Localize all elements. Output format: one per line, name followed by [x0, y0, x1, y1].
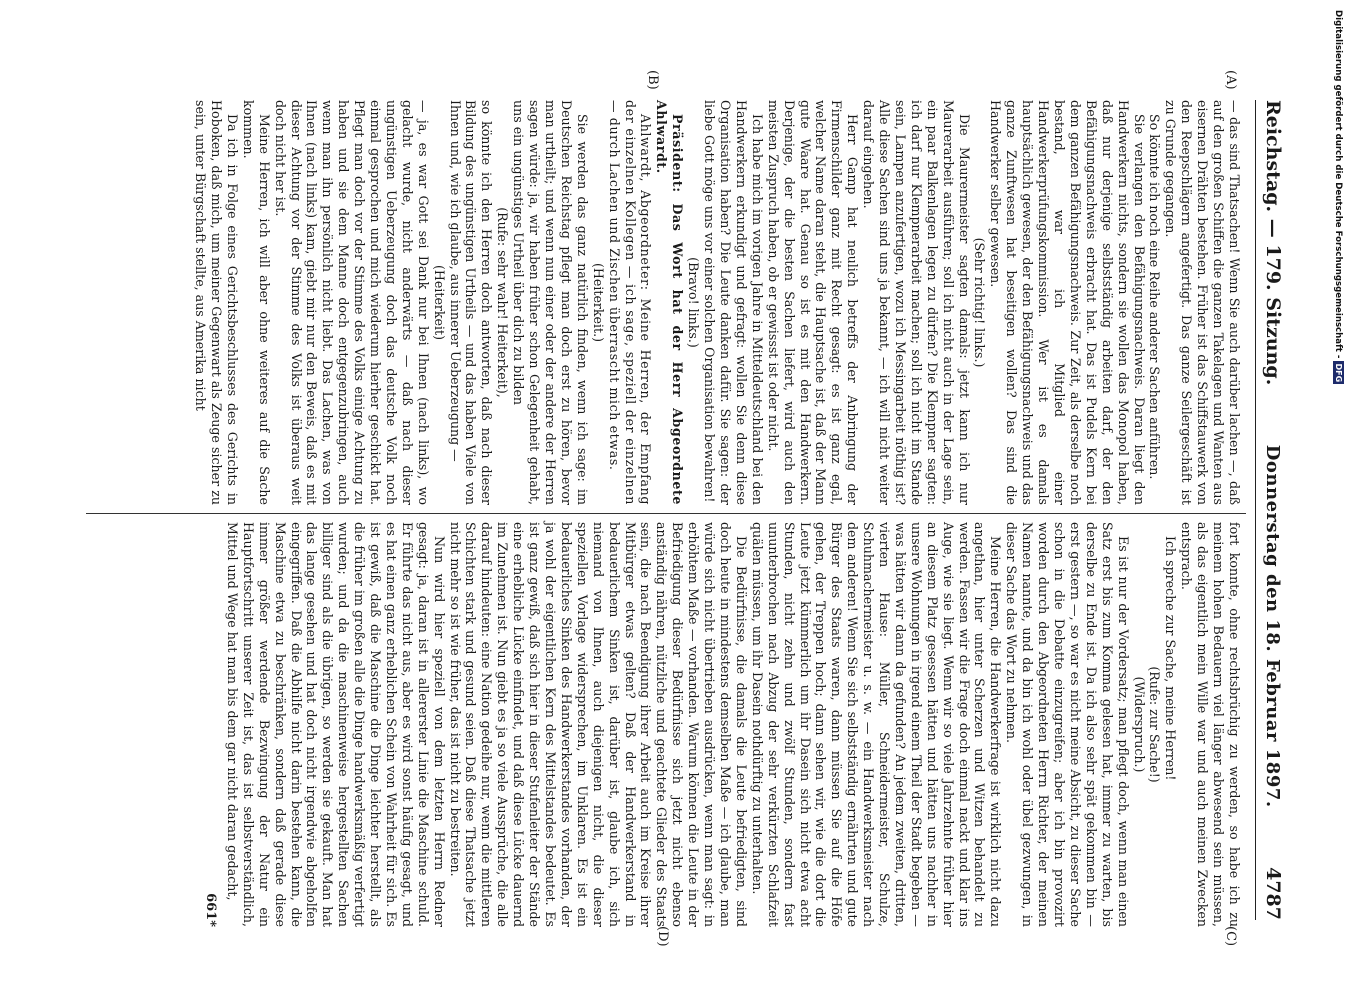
interjection: (Rufe: zur Sache!) — [1147, 666, 1163, 783]
margin-mark-d: (D) — [655, 926, 670, 947]
paragraph: so könnte ich den Herren doch antworten, daß nach dieser Bildung des ungünstigen Urtheils — und das haben Viele von Ihnen und, wie ich glaube, aus innerer Ueberzeugung — — [447, 100, 495, 505]
paragraph: Sie werden das ganz natürlich finden, wenn ich sage: im Deutschen Reichstag pflegt man doch erst zu hören, bevor man urtheilt; und wenn nun einer oder der andere der Herren sagen würde: ja, wir haben früher schon Gelegenheit gehabt, uns ein ungünstiges Urtheil über dich zu bilden — [511, 100, 590, 505]
interjection: (Rufe: sehr wahr! Heiterkeit), — [495, 207, 511, 398]
paragraph: So könnte ich noch eine Reihe anderer Sachen anführen. — [1147, 114, 1163, 480]
interjection: (Bravo! links.) — [686, 257, 702, 348]
speaker-paragraph: Ahlwardt, Abgeordneter: Meine Herren, der Empfang der einzelnen Kollegen — ich sage, speziell der einzelnen — durch Lachen und Zischen überrascht mich etwas. — [606, 100, 654, 505]
credit-text: Digitalisierung gefördert durch die Deutsche Forschungsgemeinschaft - — [1333, 10, 1344, 359]
speaker-paragraph: Präsident: Das Wort hat der Herr Abgeordnete Ahlwardt. — [654, 100, 686, 505]
interjection: (Heiterkeit.) — [590, 263, 606, 342]
paragraph: fort konnte, ohne rechtsbrüchig zu werden, so habe ich zu meinem hohen Bedauern viel länger abwesend sein müssen, als das eigentlich mein Wille war und auch meinen Zwecken entsprach. — [1179, 522, 1242, 927]
paragraph: Nun wird hier speziell von dem letzten Herrn Redner gesagt: ja, daran ist in allererster Linie die Maschine schuld. Er führte das nicht aus, aber es wird sonst häufig gesagt, und es hat einen ganz erheblichen Schein von Wahrheit für sich. Es ist gewiß, daß die Maschine die Dinge leichter herstellt, als die früher im großen alle die Dinge handwerksmäßig verfertigt wurden; und da die maschinenweise hergestellten Sachen billiger sind als die übrigen, so werden sie gekauft. Man hat das lange gesehen und hat doch nicht irgendwie abgeholfen eingegriffen. Daß die Abhilfe nicht darin bestehen kann, die Maschine etwa zu beschränken, sondern daß gerade diese immer größer werdende Bezwingung der Natur ein Hauptfortschritt unserer Zeit ist, das ist selbstverständlich, Mittel und Wege hat man bis dem gar nicht daran gedacht, — [224, 522, 447, 927]
paragraph: Die Bedürfnisse, die damals die Leute befriedigten, sind doch heute in mindestens demselben Maße — ich glaube, man würde sich nicht übertrieben ausdrücken, wenn man sagt: in erhöhtem Maße — vorhanden. Warum können die Leute in der Befriedigung dieser Bedürfnisse sich jetzt nicht ebenso anständig nähren, nützliche und geachtete Glieder des Staats sein, die nach Beendigung ihrer Arbeit auch im Kreise ihrer Mitbürger etwas gelten? Daß der Handwerkerstand in bedauerlichem Sinken ist, darüber ist, glaube ich, sich niemand von Ihnen, auch diejenigen nicht, die dieser speziellen Vorlage widersprechen, im Unklaren. Es ist ein bedauerliches Sinken des Handwerkerstandes vorhanden, der ja wohl der eigentlichen Kern des Mittelstandes bedeutet. Es ist ganz gewiß, daß sich hier in dieser Stufenleiter der Stände eine erhebliche Lücke einfindet, und daß diese Lücke dauernd im Zunehmen ist. Nun giebt es ja so viele Aussprüche, die alle darauf hindeuten: eine Nation gedeihe nur, wenn die mittleren Schichten stark und gesund seien. Daß diese Thatsache jetzt nicht mehr so ist wie früher, das ist nicht zu bestreiten. — [447, 522, 749, 927]
paragraph: Meine Herren, die Handwerkerfrage ist wirklich nicht dazu angethan, hier unter Scherzen und Witzen behandelt zu werden. Fassen wir die Frage doch einmal nackt und klar ins Auge, wie sie liegt. Wenn wir so viele Jahrzehnte früher hier an diesem Platz gesessen hätten und hätten uns nachher in unsere Wohnungen in irgend einem Theil der Stadt begeben — was hätten wir dann da gefunden? An jedem zweiten, dritten, vierten Hause: Müller, Schneidermeister, Schulze, Schuhmachermeister u. s. w. — ein Handwerksmeister nach dem anderen! Wenn Sie sich selbstständig ernährten und gute Bürger des Staats waren, dann müssen Sie auf die Höfe gehen, der Treppen hoch; dann sehen wir, wie die dort die Leute jetzt kümmerlich um ihr Dasein sich nicht etwa acht Stunden, nicht zehn und zwölf Stunden, sondern fast ununterbrochen nach Abzug der sehr verkürzten Schlafzeit quälen müssen, um ihr Dasein nothdürftig zu unterhalten. — [749, 522, 1004, 927]
document-page — [60, 60, 1290, 947]
paragraph: — ja, es war Gott sei Dank nur bei Ihnen (nach links), wo gelacht wurde, nicht anderwärts — daß nach dieser ungünstigen Ueberzeugung doch das deutsche Volk noch einmal gesprochen und mich wiederum hierher geschickt hat. Pflegt man doch vor der Stimme des Volks einige Achtung zu haben und sie dem Manne doch entgegenzubringen, auch wenn man ihn persönlich nicht liebt. Das Lachen, was von Ihnen (nach links) kam, giebt mir nur den Beweis, daß es mit dieser Achtung vor der Stimme des Volks ist überaus weit doch nicht her ist. — [272, 100, 431, 505]
paragraph: Herr Gamp hat neulich betreffs der Anbringung der Firmenschilder ganz mit Recht gesagt: es ist ganz egal, welcher Name daran steht, die Hauptsache ist, daß der Mann gute Waare hat. Genau so ist es mit den Handwerkern. Derjenige, der die besten Sachen liefert, wird auch den meisten Zuspruch haben, ob er gewissst ist oder nicht. — [765, 100, 861, 505]
signature-mark: 661* — [203, 893, 218, 927]
paragraph: Sie verlangen den Befähigungsnachweis. Daran liegt den Handwerkern nichts, sondern sie wollen das Monopol haben, daß nur derjenige selbstständig arbeiten darf, der den Befähigungsnachweis erbracht hat. Das ist Pudels Kern bei dem ganzen Befähigungsnachweis. Zur Zeit, als derselbe noch bestand, war ich Mitglied einer Handwerkerprüfungskommission. Wer ist es damals hauptsächlich gewesen, der den Befähigungsnachweis und das ganze Zunftwesen hat beseitigen wollen? Das sind die Handwerker selber gewesen. — [988, 100, 1147, 505]
paragraph: Da ich in Folge eines Gerichtsbeschlusses des Gerichts in Hoboken, daß mich, um meiner Gegenwart als Zeuge sicher zu sein, unter Bürgschaft stellte, aus Amerika nicht — [193, 100, 240, 505]
margin-mark-c: (C) — [1223, 926, 1238, 947]
running-header — [1255, 100, 1290, 920]
header-session: Reichstag. — 179. Sitzung. — [1262, 100, 1284, 386]
left-column — [192, 100, 1242, 505]
paragraph: Meine Herren, ich will aber ohne weiteres auf die Sache kommen. — [240, 100, 272, 505]
interjection: (Heiterkeit) — [431, 265, 447, 340]
paragraph: Es ist nur der Vordersatz; man pflegt doch, wenn man einen Satz erst bis zum Komma gelesen hat, immer zu warten, bis derselbe zu Ende ist. Da ich also sehr spät gekommen bin — erst gestern —, so war es nicht meine Absicht, zu dieser Sache schon in die Debatte einzugreifen; aber ich bin provozirt worden durch den Abgeordneten Herrn Richter, der meinen Namen nannte, und da bin ich wohl oder übel gezwungen, in dieser Sache das Wort zu nehmen. — [1004, 522, 1131, 927]
dfg-logo: DFG — [1334, 363, 1343, 383]
margin-mark-b: (B) — [645, 70, 660, 90]
interjection: (Widerspruch.) — [1131, 676, 1147, 773]
header-date: Donnerstag den 18. Februar 1897. — [1262, 444, 1284, 808]
interjection: (Sehr richtig! links.) — [972, 237, 988, 368]
margin-mark-a: (A) — [1223, 70, 1238, 90]
right-column — [202, 522, 1242, 927]
paragraph: Ich habe mich im vorigen Jahre in Mitteldeutschland bei den Handwerkern erkundigt und gefragt: wollen Sie denn diese Organisation haben? Die Leute danken dafür. Sie sagen: der liebe Gott möge uns vor einer solchen Organisation bewahren! — [702, 100, 765, 505]
paragraph: Die Maurermeister sagten damals: jetzt kann ich nur Maurerarbeit ausführen; soll ich nicht auch in der Lage sein, ein paar Balkenlagen legen zu dürfen? Die Klempner sagten: ich darf nur Klempnerarbeit machen; soll ich nicht im Stande sein, Lampen anzufertigen, wozu ich Messingarbeit nöthig ist? Alle diese Sachen sind uns ja bekannt, — ich will nicht weiter darauf eingehen. — [861, 100, 972, 505]
column-divider — [86, 513, 1246, 514]
page-number: 4787 — [1262, 867, 1284, 920]
digitization-credit — [1333, 10, 1344, 384]
paragraph: — das sind Thatsachen! Wenn Sie auch darüber lachen —, daß auf den großen Schiffen die ganzen Takelagen und Wanten aus eisernen Drähten bestehen. Früher ist das Schiffstauwerk von den Reepschlägern angefertigt. Das ganze Seilergeschäft ist zu Grunde gegangen. — [1163, 100, 1242, 505]
paragraph: Ich spreche zur Sache, meine Herren! — [1163, 536, 1179, 781]
